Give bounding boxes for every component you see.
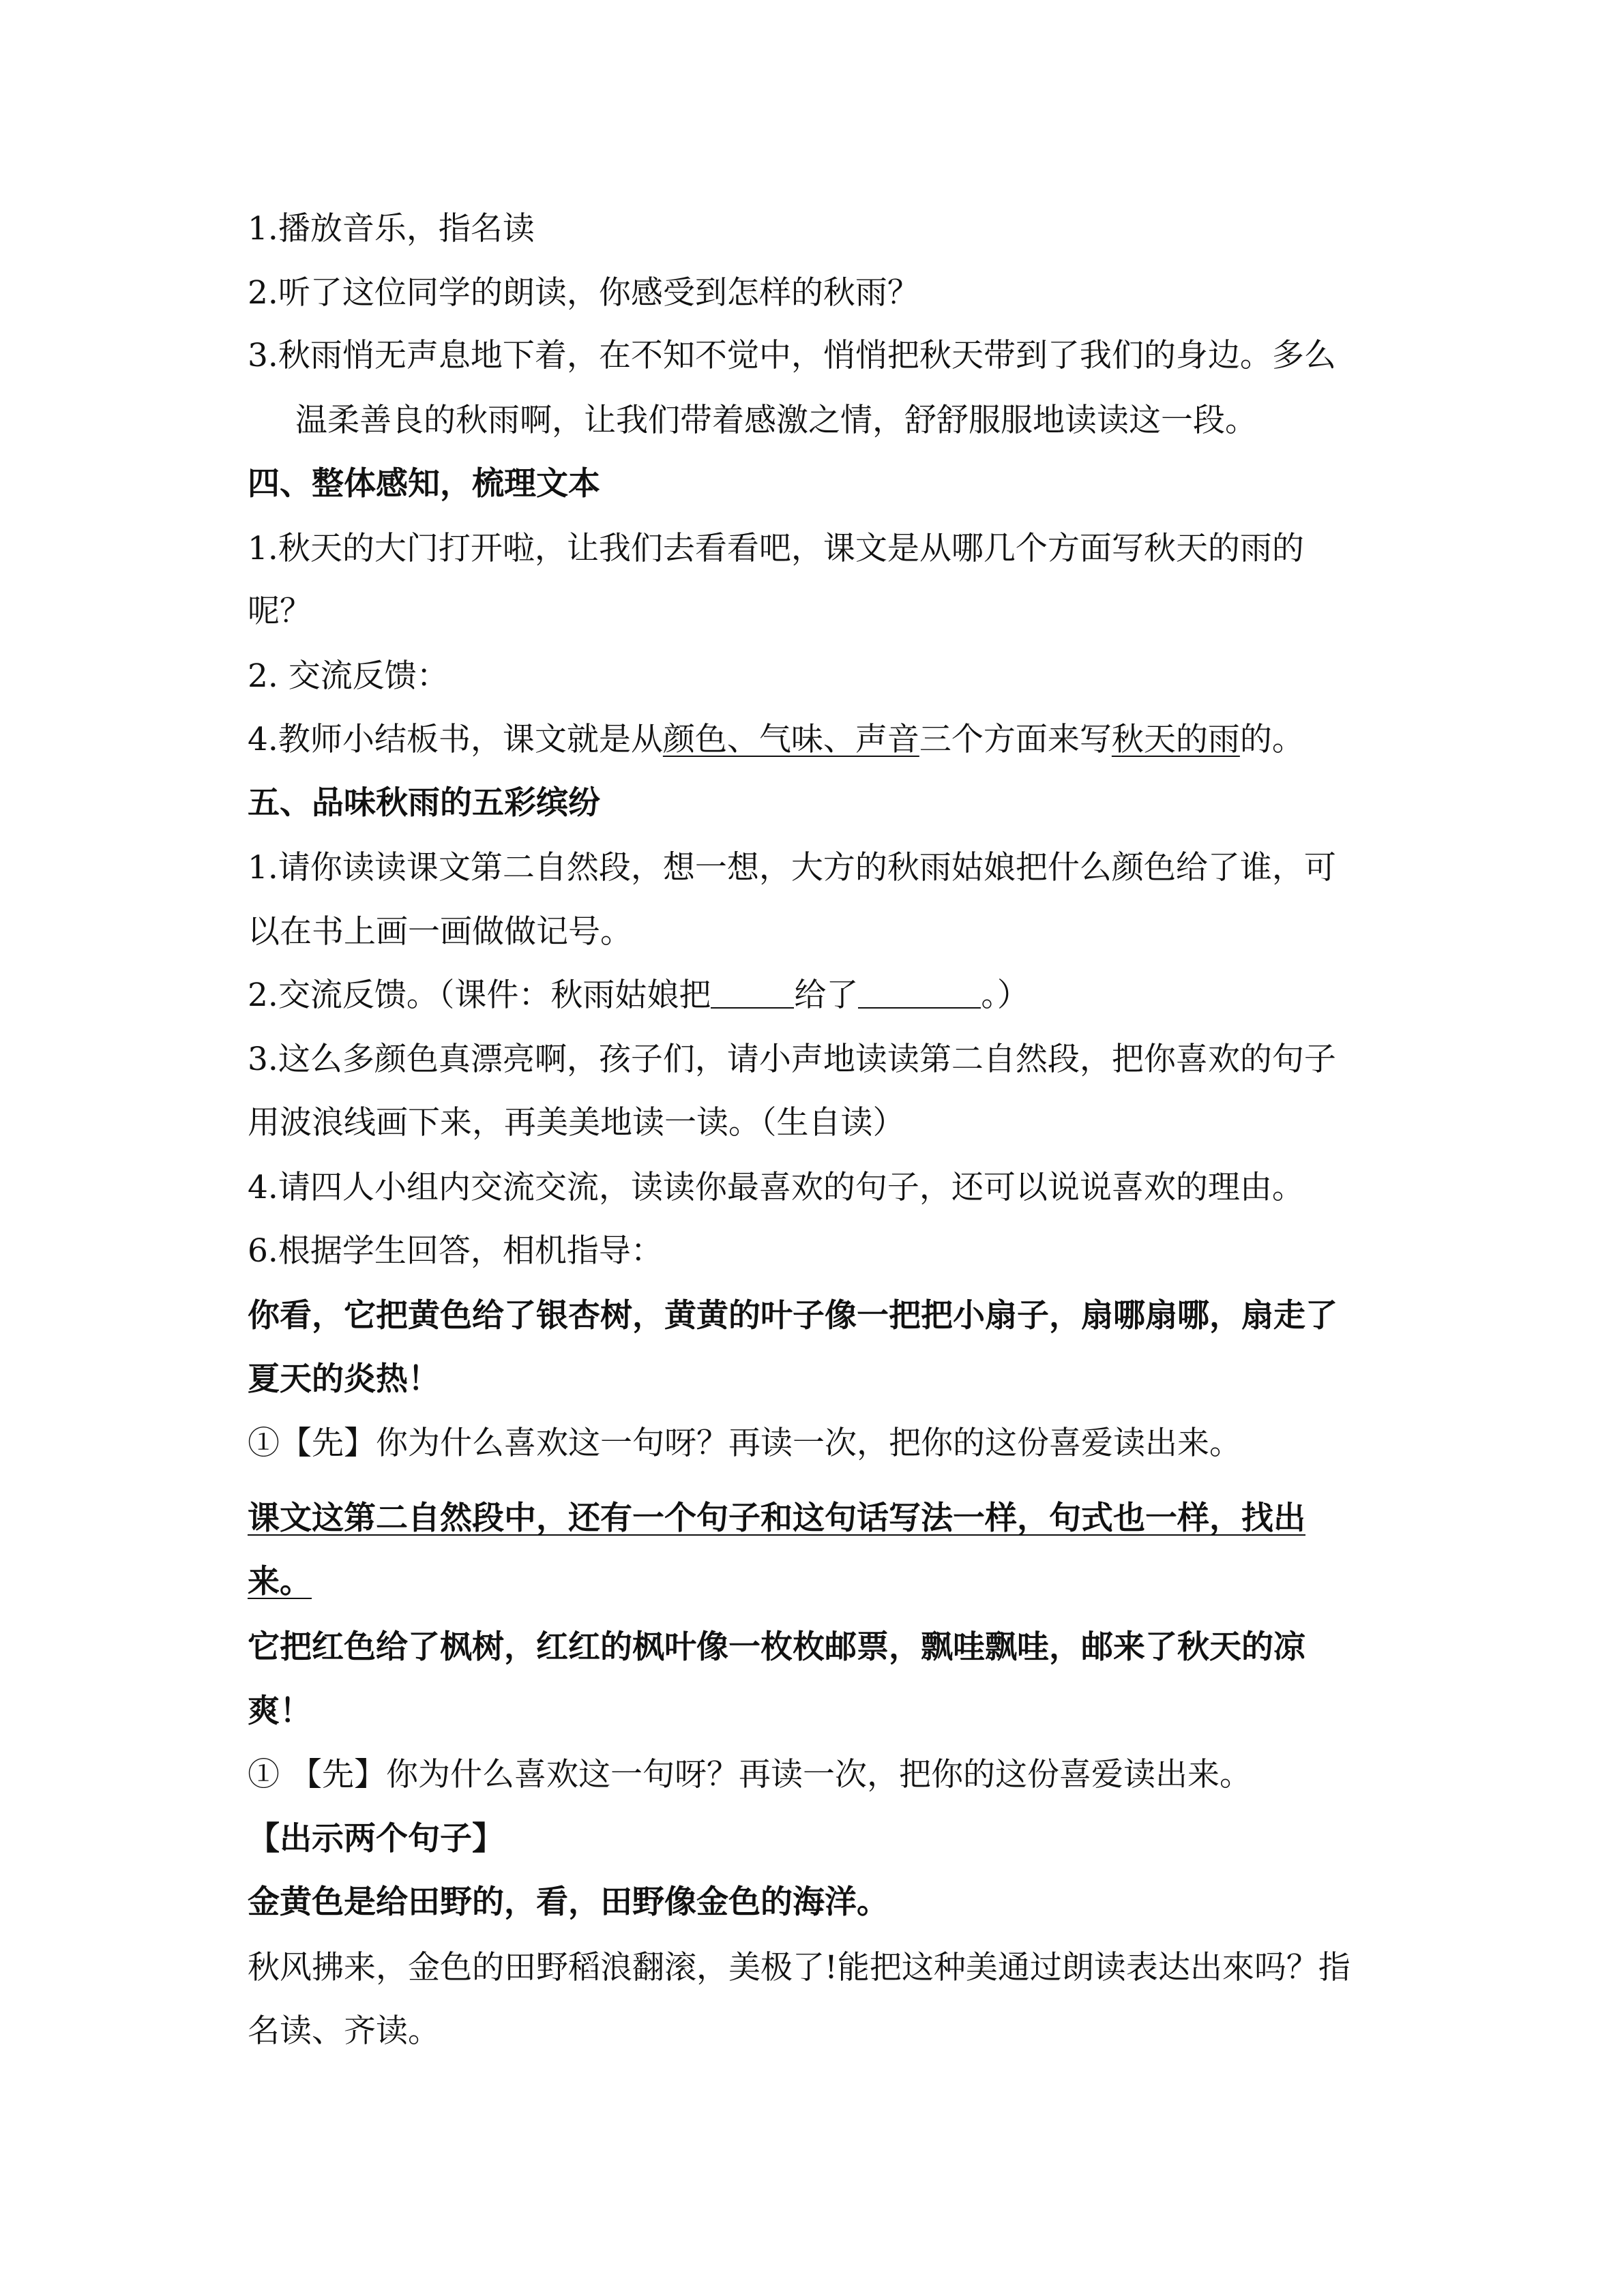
text-run: 。）	[981, 976, 1029, 1014]
section-heading: 五、品味秋雨的五彩缤纷	[248, 784, 600, 822]
paragraph: 2. 交流反馈：	[248, 657, 449, 695]
fill-in-blank	[858, 980, 981, 1009]
text-run: 2.交流反馈。（课件：秋雨姑娘把	[248, 976, 711, 1014]
paragraph: 以在书上画一画做做记号。	[248, 913, 632, 951]
key-sentence	[248, 1562, 1399, 1602]
paragraph: 2.听了这位同学的朗读，你感受到怎样的秋雨？	[248, 274, 919, 312]
paragraph: 秋风拂来，金色的田野稻浪翻滚，美极了!能把这种美通过朗读表达出來吗？指	[248, 1949, 1350, 1986]
paragraph: ①【先】你为什么喜欢这一句呀？再读一次，把你的这份喜爱读出来。	[248, 1425, 1241, 1462]
paragraph: 名读、齐读。	[248, 2012, 440, 2050]
paragraph	[248, 719, 1399, 760]
underlined-text: 课文这第二自然段中，还有一个句子和这句话写法一样，句式也一样，找出	[248, 1500, 1305, 1537]
paragraph: 1.请你读读课文第二自然段，想一想，大方的秋雨姑娘把什么颜色给了谁，可	[248, 849, 1336, 886]
paragraph: 3.秋雨悄无声息地下着，在不知不觉中，悄悄把秋天带到了我们的身边。多么	[248, 337, 1336, 374]
text-run: 给了	[794, 976, 859, 1014]
key-sentence: 金黄色是给田野的，看，田野像金色的海洋。	[248, 1883, 889, 1921]
text-run: 的。	[1239, 721, 1304, 758]
paragraph: 4.请四人小组内交流交流，读读你最喜欢的句子，还可以说说喜欢的理由。	[248, 1169, 1304, 1206]
paragraph: 呢？	[248, 593, 312, 630]
key-sentence: 爽！	[248, 1693, 312, 1730]
underlined-text: 秋天的雨	[1111, 721, 1240, 758]
underlined-text: 颜色、气味、声音	[662, 721, 919, 758]
text-run: 4.教师小结板书，课文就是从	[248, 721, 663, 758]
paragraph: 1.秋天的大门打开啦，让我们去看看吧，课文是从哪几个方面写秋天的雨的	[248, 530, 1304, 567]
fill-in-blank	[711, 980, 794, 1009]
paragraph: 用波浪线画下来，再美美地读一读。（生自读）	[248, 1104, 905, 1142]
key-sentence: 你看，它把黄色给了银杏树，黄黄的叶子像一把把小扇子，扇哪扇哪，扇走了	[248, 1297, 1338, 1335]
paragraph: ① 【先】你为什么喜欢这一句呀？再读一次，把你的这份喜爱读出来。	[248, 1756, 1252, 1793]
text-run: 三个方面来写	[919, 721, 1112, 758]
paragraph: 温柔善良的秋雨啊，让我们带着感激之情，舒舒服服地读读这一段。	[295, 402, 1257, 439]
paragraph: 1.播放音乐，指名读	[248, 210, 535, 248]
key-sentence: 夏天的炎热！	[248, 1360, 440, 1398]
underlined-text: 来。	[248, 1563, 312, 1600]
paragraph	[248, 975, 1399, 1016]
key-sentence	[248, 1498, 1399, 1539]
section-heading: 【出示两个句子】	[248, 1820, 504, 1858]
paragraph: 3.这么多颜色真漂亮啊，孩子们，请小声地读读第二自然段，把你喜欢的句子	[248, 1041, 1336, 1078]
section-heading: 四、整体感知，梳理文本	[248, 465, 600, 503]
key-sentence: 它把红色给了枫树，红红的枫叶像一枚枚邮票，飘哇飘哇，邮来了秋天的凉	[248, 1628, 1305, 1666]
paragraph: 6.根据学生回答，相机指导：	[248, 1232, 663, 1270]
